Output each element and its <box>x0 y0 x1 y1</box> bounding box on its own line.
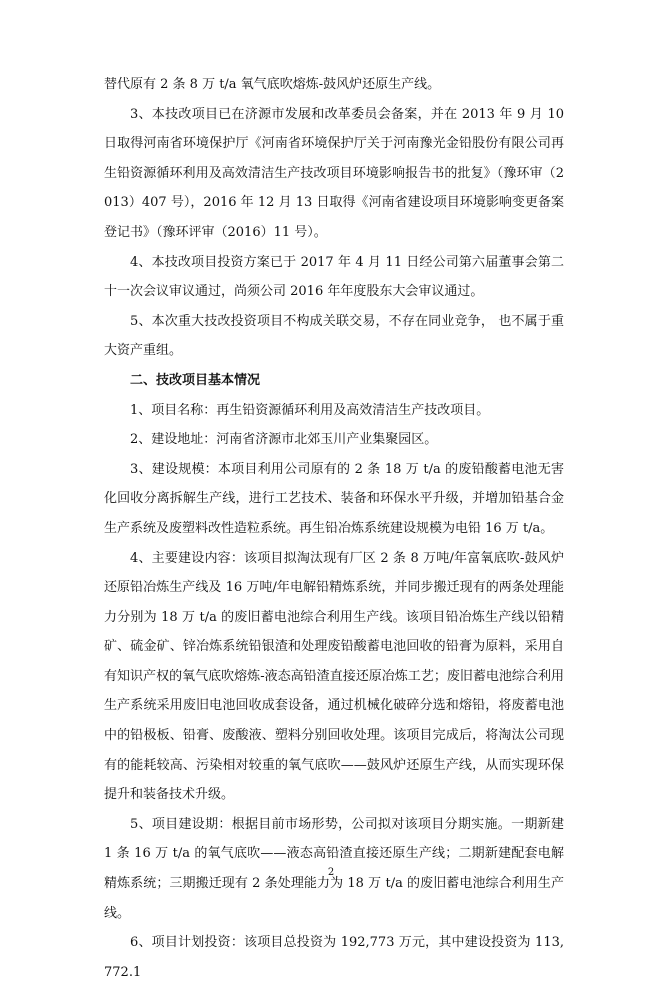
page-number: 2 <box>327 867 335 878</box>
document-body <box>104 70 564 987</box>
paragraph-project-scale: 3、建设规模：本项目利用公司原有的 2 条 18 万 t/a 的废铅酸蓄电池无害化回收分离拆解生产线，进行工艺技术、装备和环保水平升级，并增加铅基合金生产系统及废塑料改性造粒系统。再生铅冶炼系统建设规模为电铅 16 万 t/a。 <box>104 461 564 536</box>
paragraph-construction-content: 4、主要建设内容：该项目拟淘汰现有厂区 2 条 8 万吨/年富氧底吹-鼓风炉还原铅冶炼生产线及 16 万吨/年电解铅精炼系统，并同步搬迁现有的两条处理能力分别为 18 万 t/a 的废旧蓄电池综合利用生产线。该项目铅冶炼生产线以铅精矿、硫金矿、锌冶炼系统铅银渣和处理废铅酸蓄电池回收的铅膏为原料，采用自有知识产权的氧气底吹熔炼-液态高铅渣直接还原冶炼工艺；废旧蓄电池综合利用生产系统采用废旧电池回收成套设备，通过机械化破碎分选和熔铅，将废蓄电池中的铅极板、铅膏、废酸液、塑料分别回收处理。该项目完成后，将淘汰公司现有的能耗较高、污染相对较重的氧气底吹——鼓风炉还原生产线，从而实现环保提升和装备技术升级。 <box>104 550 564 803</box>
paragraph-continuation: 替代原有 2 条 8 万 t/a 氧气底吹熔炼-鼓风炉还原生产线。 <box>104 77 441 92</box>
paragraph-planned-investment: 6、项目计划投资：该项目总投资为 192,773 万元，其中建设投资为 113,772.1 <box>104 935 564 980</box>
paragraph-item-4-approval: 4、本技改项目投资方案已于 2017 年 4 月 11 日经公司第六届董事会第二十一次会议审议通过，尚须公司 2016 年年度股东大会审议通过。 <box>104 254 564 300</box>
paragraph-project-name: 1、项目名称：再生铅资源循环利用及高效清洁生产技改项目。 <box>130 402 490 418</box>
section-heading: 二、技改项目基本情况 <box>130 372 261 388</box>
paragraph-construction-period: 5、项目建设期：根据目前市场形势，公司拟对该项目分期实施。一期新建 1 条 16 万 t/a 的氧气底吹——液态高铅渣直接还原生产线；二期新建配套电解精炼系统；三期搬迁现有 2 条处理能力为 18 万 t/a 的废旧蓄电池综合利用生产线。 <box>104 816 564 921</box>
paragraph-item-3-filing: 3、本技改项目已在济源市发展和改革委员会备案，并在 2013 年 9 月 10 日取得河南省环境保护厅《河南省环境保护厅关于河南豫光金铅股份有限公司再生铅资源循环利用及高效清洁生产技改项目环境影响报告书的批复》（豫环审（2013）407 号），2016 年 12 月 13 日取得《河南省建设项目环境影响变更备案登记书》（豫环评审（2016）11 号）。 <box>104 106 564 240</box>
paragraph-item-5-related-party: 5、本次重大技改投资项目不构成关联交易，不存在同业竞争， 也不属于重大资产重组。 <box>104 313 564 359</box>
paragraph-project-address: 2、建设地址：河南省济源市北郊玉川产业集聚园区。 <box>130 432 438 448</box>
